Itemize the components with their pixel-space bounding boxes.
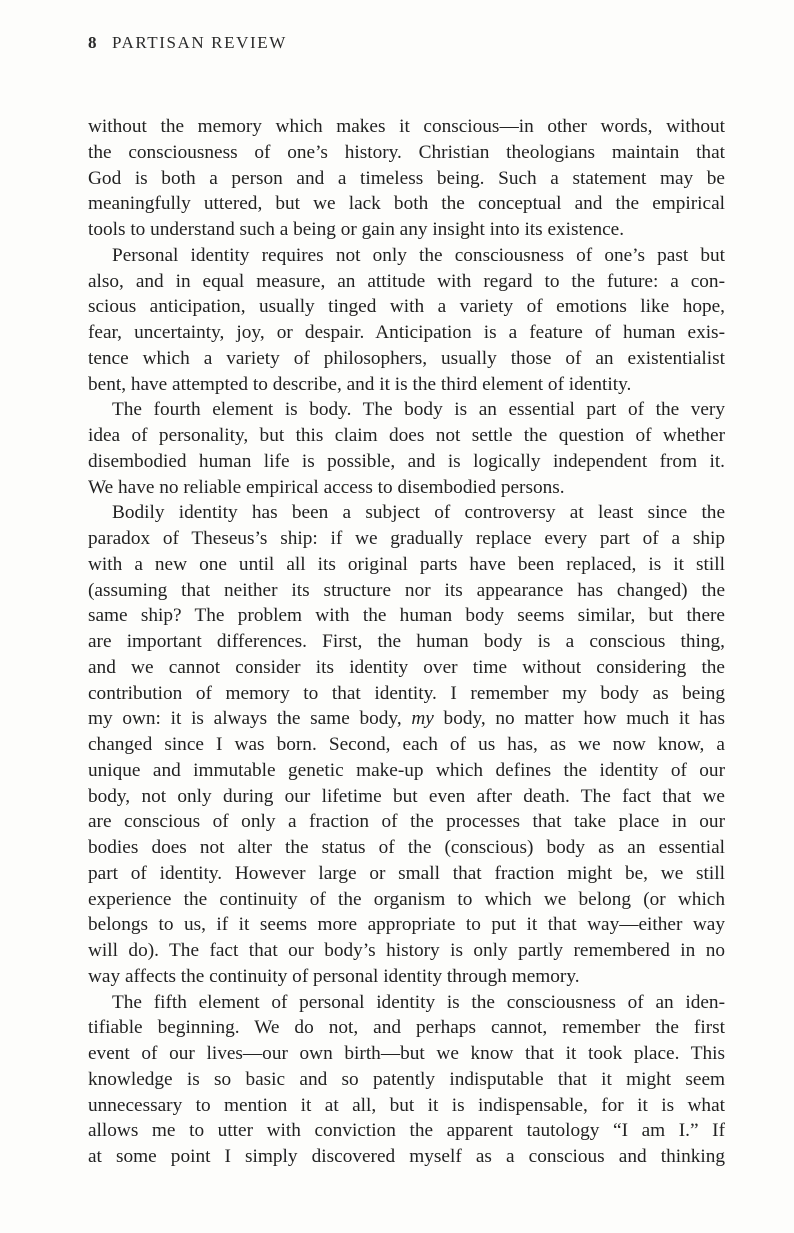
text-line: event of our lives—our own birth—but we know that it took place. This [88,1043,725,1064]
paragraph [88,990,725,1170]
text-line: meaningfully uttered, but we lack both the conceptual and the empirical [88,193,725,215]
text-line: are conscious of only a fraction of the processes that take place in our [88,811,725,833]
paragraph [88,397,725,500]
text-line: allows me to utter with conviction the apparent tautology “I am I.” If [88,1120,725,1142]
text-line: The fifth element of personal identity is the consciousness of an iden- [112,991,725,1013]
text-line: idea of personality, but this claim does not settle the question of whether [88,425,725,446]
text-line: The fourth element is body. The body is an essential part of the very [112,399,725,421]
text-line: without the memory which makes it conscious—in other words, without [88,116,725,137]
text-line: and we cannot consider its identity over time without considering the [88,656,725,678]
text-line: Personal identity requires not only the consciousness of one’s past but [112,244,725,266]
text-line: fear, uncertainty, joy, or despair. Anticipation is a feature of human exis- [88,322,725,343]
text-line: also, and in equal measure, an attitude with regard to the future: a con- [88,270,725,292]
text-line: my own: it is always the same body, my body, no matter how much it has [88,708,725,730]
body-text [88,114,725,1170]
paragraph [88,243,725,398]
page-number: 8 [88,33,99,52]
text-line: with a new one until all its original parts have been replaced, is it still [88,553,725,575]
text-line: unique and immutable genetic make-up which defines the identity of our [88,759,725,781]
text-line: contribution of memory to that identity. I remember my body as being [88,682,725,704]
paragraph [88,114,725,243]
text-line: disembodied human life is possible, and is logically independent from it. [88,450,725,472]
text-line: unnecessary to mention it at all, but it is indispensable, for it is what [88,1094,725,1116]
text-line: (assuming that neither its structure nor its appearance has changed) the [88,579,725,601]
text-line: tools to understand such a being or gain any insight into its existence. [88,219,625,240]
text-line: paradox of Theseus’s ship: if we gradually replace every part of a ship [88,528,725,549]
emphasis: my [411,708,434,730]
text-line: bodies does not alter the status of the (conscious) body as an essential [88,837,725,858]
text-line: God is both a person and a timeless being. Such a statement may be [88,167,725,189]
text-line: part of identity. However large or small that fraction might be, we still [88,862,725,884]
text-line: Bodily identity has been a subject of controversy at least since the [112,502,725,524]
paragraph [88,500,725,989]
text-line: same ship? The problem with the human body seems similar, but there [88,605,725,627]
text-line: belongs to us, if it seems more appropriate to put it that way—either way [88,914,725,936]
text-line: changed since I was born. Second, each of us has, as we now know, a [88,734,725,755]
text-line: tifiable beginning. We do not, and perhaps cannot, remember the first [88,1017,725,1039]
text-line: scious anticipation, usually tinged with a variety of emotions like hope, [88,296,725,318]
text-line: are important differences. First, the human body is a conscious thing, [88,631,725,652]
text-line: at some point I simply discovered myself as a conscious and thinking [88,1146,725,1167]
text-line: knowledge is so basic and so patently indisputable that it might seem [88,1068,725,1090]
journal-title: PARTISAN REVIEW [111,33,287,52]
text-line: experience the continuity of the organism to which we belong (or which [88,888,725,910]
text-line: bent, have attempted to describe, and it is the third element of identity. [88,373,632,395]
text-line: We have no reliable empirical access to disembodied persons. [88,476,565,498]
text-line: the consciousness of one’s history. Christian theologians maintain that [88,141,725,163]
text-line: way affects the continuity of personal identity through memory. [88,965,580,987]
text-line: tence which a variety of philosophers, usually those of an existentialist [88,347,725,369]
text-line: body, not only during our lifetime but even after death. The fact that we [88,785,725,807]
running-head [88,33,287,53]
text-line: will do). The fact that our body’s history is only partly remembered in no [88,940,725,961]
